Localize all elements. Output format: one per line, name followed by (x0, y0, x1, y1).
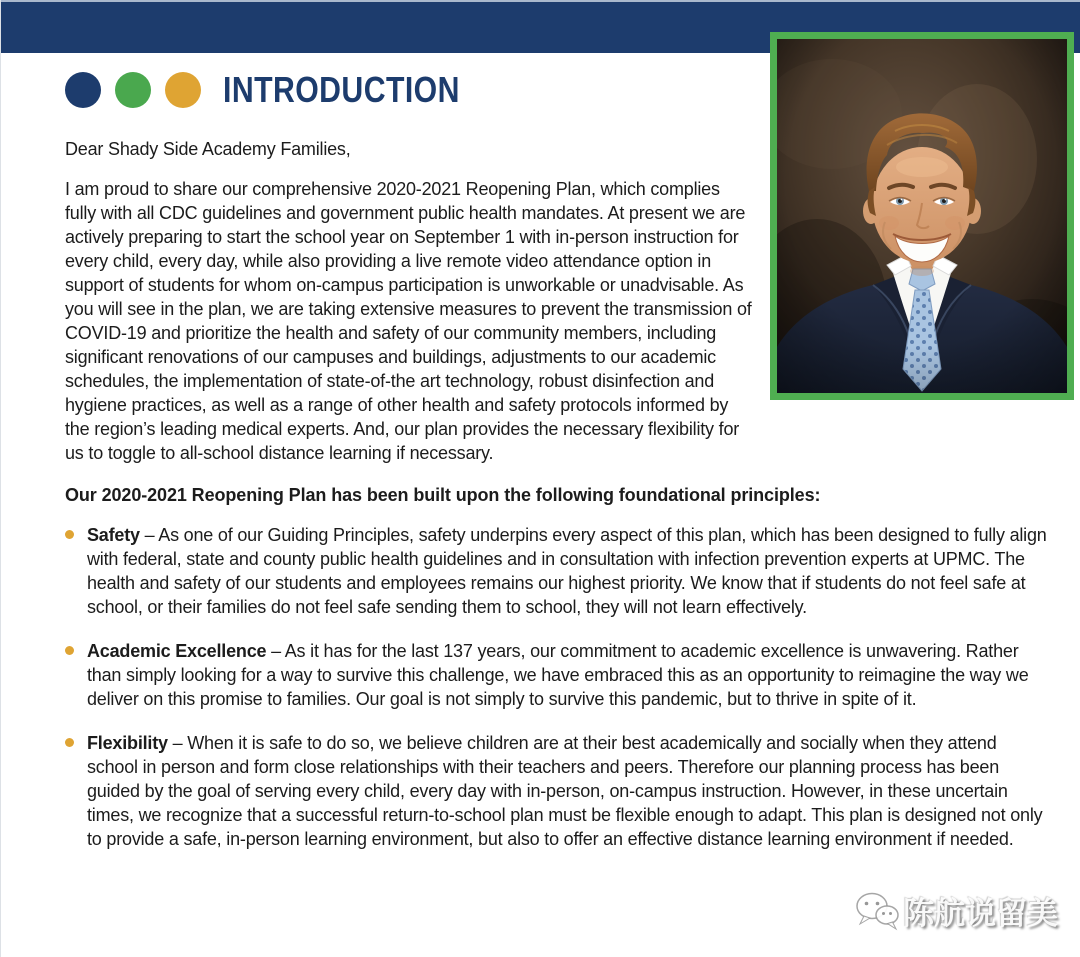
principle-separator: – (172, 733, 183, 753)
principle-term: Flexibility (87, 733, 168, 753)
page-title: INTRODUCTION (223, 69, 460, 110)
gold-dot-icon (165, 72, 201, 108)
principles-heading: Our 2020-2021 Reopening Plan has been built upon the following foundational principles: (65, 485, 821, 505)
letter-body (1, 53, 1080, 871)
bullet-icon (65, 530, 74, 539)
principle-separator: – (271, 641, 281, 661)
principles-list (65, 523, 1047, 851)
principle-item-flexibility (65, 731, 1047, 851)
navy-dot-icon (65, 72, 101, 108)
bullet-icon (65, 646, 74, 655)
principle-term: Safety (87, 525, 140, 545)
green-dot-icon (115, 72, 151, 108)
intro-paragraph: I am proud to share our comprehensive 2020-2021 Reopening Plan, which complies fully with all CDC guidelines and government public health mandates. At present we are actively preparing to start the school year on September 1 with in-person instruction for every child, every day, while also providing a live remote video attendance option in support of students for whom on-campus participation is unworkable or unadvisable. As you will see in the plan, we are taking extensive measures to prevent the transmission of COVID-19 and prioritize the health and safety of our community members, including significant renovations of our campuses and buildings, adjustments to our academic schedules, the implementation of state-of-the art technology, robust disinfection and hygiene practices, as well as a range of other health and safety protocols informed by the region’s leading medical experts. And, our plan provides the necessary flexibility for us to toggle to all-school distance learning if necessary. (65, 179, 752, 463)
bullet-icon (65, 738, 74, 747)
principle-text: As it has for the last 137 years, our commitment to academic excellence is unwavering. Rather than simply looking for a way to survive this challenge, we have embraced this as an opportunity to reimagine the way we deliver on this promise to families. Our goal is not simply to survive this pandemic, but to thrive in spite of it. (87, 641, 1029, 709)
watermark (855, 888, 1058, 933)
principle-term: Academic Excellence (87, 641, 267, 661)
principle-text: As one of our Guiding Principles, safety underpins every aspect of this plan, which has been designed to fully align with federal, state and county public health guidelines and in consultation with infection prevention experts at UPMC. The health and safety of our students and employees remains our highest priority. We know that if students do not feel safe at school, or their families do not feel safe sending them to school, they will not learn effectively. (87, 525, 1047, 617)
section-header (65, 71, 1047, 109)
photo-wrap-spacer (755, 137, 1047, 437)
principle-separator: – (144, 525, 155, 545)
principle-item-academic-excellence (65, 639, 1047, 711)
wechat-icon (855, 890, 901, 932)
salutation: Dear Shady Side Academy Families, (65, 139, 351, 159)
principle-item-safety (65, 523, 1047, 619)
principle-text: When it is safe to do so, we believe children are at their best academically and socially when they attend school in person and form close relationships with their teachers and peers. Therefore our planning process has been guided by the goal of serving every child, every day with in-person, on-campus instruction. However, in these uncertain times, we recognize that a successful return-to-school plan must be flexible enough to adapt. This plan is designed not only to provide a safe, in-person learning environment, but also to offer an effective distance learning environment if needed. (87, 733, 1043, 849)
watermark-text: 陈航说留美 (903, 896, 1058, 931)
